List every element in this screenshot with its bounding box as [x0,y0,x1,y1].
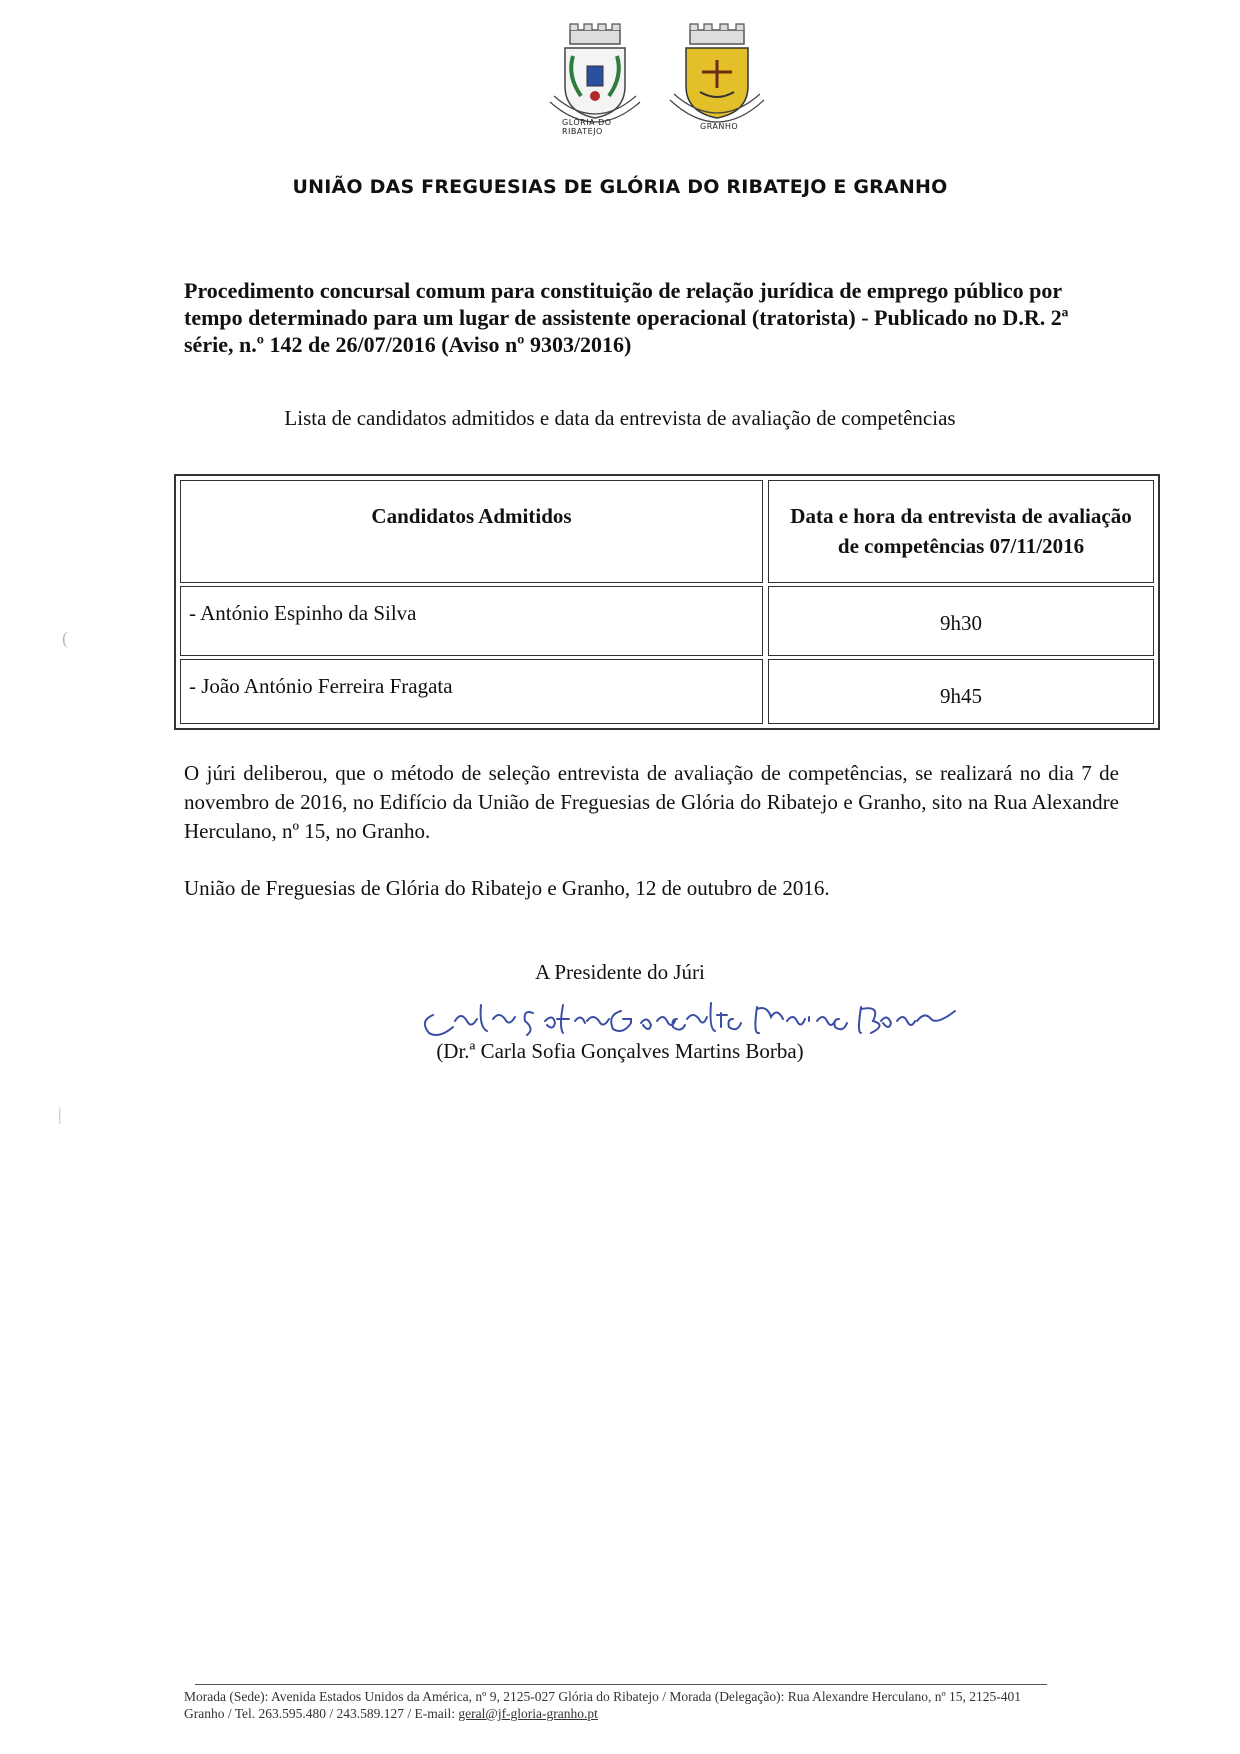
place-and-date: União de Freguesias de Glória do Ribatejo e Granho, 12 de outubro de 2016. [184,876,830,900]
gloria-do-ribatejo-crest [540,22,650,140]
candidates-table [174,474,1160,730]
organization-title: UNIÃO DAS FREGUESIAS DE GLÓRIA DO RIBATEJO E GRANHO [292,176,948,198]
table-row-name: - António Espinho da Silva [180,586,763,656]
crests-header [530,22,790,142]
footer-email-link[interactable]: geral@jf-gloria-granho.pt [458,1706,598,1721]
table-header-interview-date: Data e hora da entrevista de avaliação de competências 07/11/2016 [768,480,1154,583]
handwritten-signature [415,985,975,1045]
table-row-name: - João António Ferreira Fragata [180,659,763,724]
jury-decision-paragraph: O júri deliberou, que o método de seleção entrevista de avaliação de competências, se realizará no dia 7 de novembro de 2016, no Edifício da União de Freguesias de Glória do Ribatejo e Granho, sito na Rua Alexandre Herculano, nº 15, no Granho. [184,761,1119,843]
footer-address [184,1688,1054,1722]
scan-margin-mark: ( [62,628,68,648]
president-full-name: (Dr.ª Carla Sofia Gonçalves Martins Borba) [436,1039,804,1063]
footer-address-text: Morada (Sede): Avenida Estados Unidos da América, nº 9, 2125-027 Glória do Ribatejo / Morada (Delegação): Rua Alexandre Herculano, nº 15, 2125-401 Granho / Tel. 263.595.480 / 243.589.127 / E-mail: [184,1689,1022,1721]
list-subtitle: Lista de candidatos admitidos e data da entrevista de avaliação de competências [284,406,956,430]
crest-left-label: GLÓRIA DO RIBATEJO [562,118,612,136]
president-label: A Presidente do Júri [535,960,705,984]
scan-margin-mark: | [58,1104,62,1124]
granho-crest [662,22,772,140]
table-header-candidates: Candidatos Admitidos [180,480,763,583]
crest-right-label: GRANHO [700,122,739,131]
table-row-time: 9h45 [768,659,1154,724]
procedure-heading: Procedimento concursal comum para constituição de relação jurídica de emprego público por tempo determinado para um lugar de assistente operacional (tratorista) - Publicado no D.R. 2ª série, n.º 142 de 26/07/2016 (Aviso nº 9303/2016) [184,278,1069,357]
table-row-time: 9h30 [768,586,1154,656]
footer-divider [195,1684,1047,1685]
